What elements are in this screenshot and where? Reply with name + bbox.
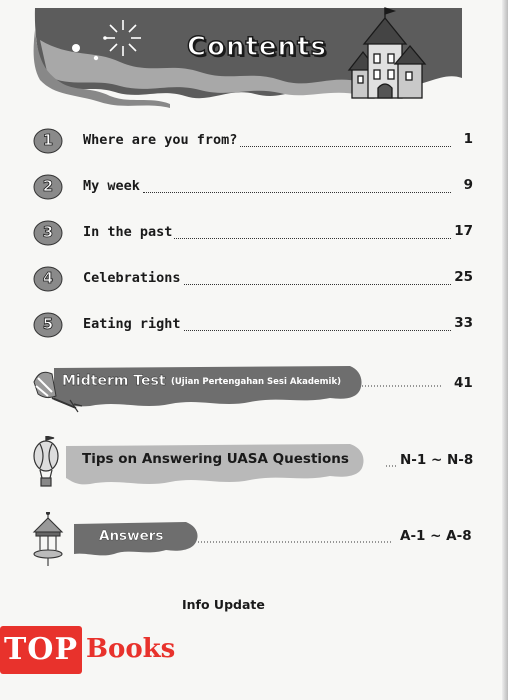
page-number: 17 — [454, 223, 473, 239]
chapter-title[interactable]: Where are you from? — [83, 132, 238, 148]
logo-books-text: Books — [86, 634, 176, 664]
chapter-title[interactable]: My week — [83, 178, 140, 194]
dot-leader — [143, 192, 451, 193]
page-number: 1 — [463, 131, 473, 147]
dot-leader — [173, 284, 451, 285]
dot-leader — [173, 330, 451, 331]
chapter-title[interactable]: Celebrations — [83, 270, 181, 286]
toc-row[interactable] — [33, 266, 473, 292]
chapter-number-badge: 2 — [33, 174, 63, 200]
chapter-number-badge: 4 — [33, 266, 63, 292]
toc-row[interactable] — [33, 220, 473, 246]
chapter-title[interactable]: In the past — [83, 224, 173, 240]
scan-edge — [502, 0, 508, 700]
logo-top-block: TOP — [0, 626, 82, 674]
page-title: Contents — [187, 32, 327, 62]
chapter-number-badge: 5 — [33, 312, 63, 338]
midterm-page: 41 — [452, 375, 508, 391]
chapter-number-badge: 3 — [33, 220, 63, 246]
page-number: 33 — [454, 315, 473, 331]
topbooks-logo — [0, 618, 190, 688]
answers-page: A-1 ~ A-8 — [398, 528, 508, 544]
toc-row[interactable] — [33, 312, 473, 338]
toc-row[interactable] — [33, 174, 473, 200]
carousel-icon — [34, 512, 62, 566]
answers-label[interactable]: Answers — [99, 528, 164, 544]
info-update: Info Update — [182, 597, 265, 612]
tips-page: N-1 ~ N-8 — [398, 452, 508, 468]
chapter-number-badge: 1 — [33, 128, 63, 154]
dot-leader — [163, 238, 451, 239]
hot-air-balloon-icon — [34, 436, 58, 486]
midterm-subtitle: (Ujian Pertengahan Sesi Akademik) — [171, 377, 341, 387]
midterm-label[interactable]: Midterm Test — [62, 373, 166, 389]
toc-row[interactable] — [33, 128, 473, 154]
tips-label[interactable]: Tips on Answering UASA Questions — [82, 451, 349, 467]
chapter-title[interactable]: Eating right — [83, 316, 181, 332]
dot-leader — [223, 146, 451, 147]
page-number: 25 — [454, 269, 473, 285]
page-number: 9 — [463, 177, 473, 193]
